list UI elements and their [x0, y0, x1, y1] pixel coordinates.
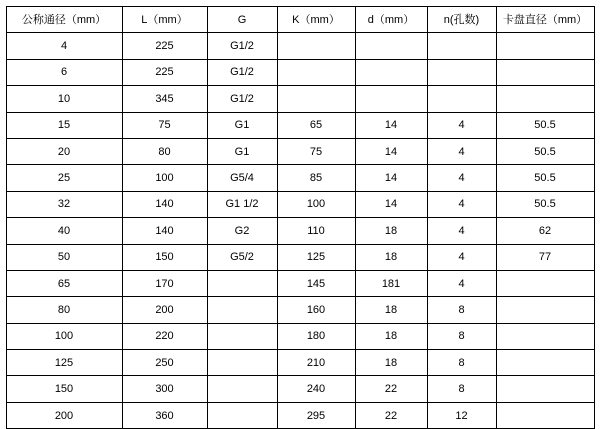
- table-row: [6, 323, 594, 349]
- column-header-flange-diameter: 卡盘直径（mm）: [496, 7, 594, 33]
- cell-nominal-diameter: 50: [6, 244, 122, 270]
- cell-nominal-diameter: 15: [6, 112, 122, 138]
- cell-flange-diameter: 50.5: [496, 138, 594, 164]
- table-row: [6, 270, 594, 296]
- cell-nominal-diameter: 6: [6, 59, 122, 85]
- cell-d: 22: [355, 402, 427, 428]
- cell-hole-count: 8: [427, 350, 496, 376]
- table-row: [6, 112, 594, 138]
- cell-flange-diameter: 77: [496, 244, 594, 270]
- cell-hole-count: [427, 33, 496, 59]
- cell-length: 225: [122, 33, 207, 59]
- cell-k: 160: [277, 297, 355, 323]
- cell-d: [355, 86, 427, 112]
- cell-flange-diameter: [496, 86, 594, 112]
- cell-d: 22: [355, 376, 427, 402]
- cell-flange-diameter: 62: [496, 218, 594, 244]
- table-header-row: [6, 7, 594, 33]
- cell-length: 100: [122, 165, 207, 191]
- cell-k: 180: [277, 323, 355, 349]
- cell-k: 295: [277, 402, 355, 428]
- cell-hole-count: 12: [427, 402, 496, 428]
- cell-d: 14: [355, 138, 427, 164]
- cell-k: 75: [277, 138, 355, 164]
- cell-thread: [207, 323, 277, 349]
- column-header-nominal-diameter: 公称通径（mm）: [6, 7, 122, 33]
- cell-flange-diameter: 50.5: [496, 165, 594, 191]
- cell-hole-count: 4: [427, 191, 496, 217]
- cell-flange-diameter: [496, 323, 594, 349]
- table-row: [6, 297, 594, 323]
- cell-k: 145: [277, 270, 355, 296]
- cell-hole-count: 4: [427, 218, 496, 244]
- cell-thread: G1: [207, 138, 277, 164]
- cell-hole-count: 4: [427, 165, 496, 191]
- column-header-d: d（mm）: [355, 7, 427, 33]
- cell-thread: [207, 350, 277, 376]
- cell-flange-diameter: 50.5: [496, 112, 594, 138]
- cell-thread: G1/2: [207, 86, 277, 112]
- cell-flange-diameter: [496, 33, 594, 59]
- cell-flange-diameter: 50.5: [496, 191, 594, 217]
- cell-d: 14: [355, 165, 427, 191]
- cell-hole-count: 8: [427, 297, 496, 323]
- table-row: [6, 350, 594, 376]
- cell-d: [355, 59, 427, 85]
- table-header: [6, 7, 594, 33]
- cell-flange-diameter: [496, 270, 594, 296]
- cell-hole-count: [427, 86, 496, 112]
- cell-nominal-diameter: 20: [6, 138, 122, 164]
- cell-k: 100: [277, 191, 355, 217]
- cell-nominal-diameter: 150: [6, 376, 122, 402]
- table-row: [6, 59, 594, 85]
- cell-nominal-diameter: 32: [6, 191, 122, 217]
- table-row: [6, 376, 594, 402]
- cell-k: [277, 33, 355, 59]
- cell-hole-count: 4: [427, 138, 496, 164]
- cell-length: 200: [122, 297, 207, 323]
- cell-k: [277, 59, 355, 85]
- cell-length: 150: [122, 244, 207, 270]
- cell-thread: G1/2: [207, 33, 277, 59]
- column-header-k: K（mm）: [277, 7, 355, 33]
- cell-nominal-diameter: 25: [6, 165, 122, 191]
- cell-nominal-diameter: 10: [6, 86, 122, 112]
- table-row: [6, 138, 594, 164]
- cell-d: 14: [355, 112, 427, 138]
- cell-d: [355, 33, 427, 59]
- cell-length: 140: [122, 218, 207, 244]
- cell-k: 110: [277, 218, 355, 244]
- cell-hole-count: 8: [427, 376, 496, 402]
- cell-nominal-diameter: 40: [6, 218, 122, 244]
- cell-flange-diameter: [496, 59, 594, 85]
- cell-length: 140: [122, 191, 207, 217]
- cell-d: 14: [355, 191, 427, 217]
- cell-thread: [207, 376, 277, 402]
- cell-k: 125: [277, 244, 355, 270]
- cell-k: 85: [277, 165, 355, 191]
- cell-thread: G1/2: [207, 59, 277, 85]
- specification-table: [6, 6, 595, 429]
- cell-length: 75: [122, 112, 207, 138]
- cell-d: 18: [355, 350, 427, 376]
- column-header-thread: G: [207, 7, 277, 33]
- column-header-length: L（mm）: [122, 7, 207, 33]
- cell-k: 240: [277, 376, 355, 402]
- cell-hole-count: 8: [427, 323, 496, 349]
- cell-flange-diameter: [496, 297, 594, 323]
- cell-length: 300: [122, 376, 207, 402]
- cell-hole-count: [427, 59, 496, 85]
- cell-thread: G1 1/2: [207, 191, 277, 217]
- cell-length: 170: [122, 270, 207, 296]
- cell-k: 65: [277, 112, 355, 138]
- cell-thread: G5/2: [207, 244, 277, 270]
- cell-hole-count: 4: [427, 112, 496, 138]
- cell-hole-count: 4: [427, 270, 496, 296]
- table-row: [6, 244, 594, 270]
- cell-nominal-diameter: 80: [6, 297, 122, 323]
- table-row: [6, 218, 594, 244]
- table-body: [6, 33, 594, 429]
- cell-nominal-diameter: 65: [6, 270, 122, 296]
- cell-d: 181: [355, 270, 427, 296]
- column-header-hole-count: n(孔数): [427, 7, 496, 33]
- table-row: [6, 402, 594, 428]
- cell-length: 220: [122, 323, 207, 349]
- cell-length: 345: [122, 86, 207, 112]
- cell-thread: G5/4: [207, 165, 277, 191]
- table-row: [6, 191, 594, 217]
- cell-nominal-diameter: 4: [6, 33, 122, 59]
- cell-d: 18: [355, 323, 427, 349]
- cell-k: [277, 86, 355, 112]
- cell-length: 225: [122, 59, 207, 85]
- cell-length: 80: [122, 138, 207, 164]
- cell-k: 210: [277, 350, 355, 376]
- cell-d: 18: [355, 244, 427, 270]
- cell-thread: G2: [207, 218, 277, 244]
- table-row: [6, 165, 594, 191]
- cell-flange-diameter: [496, 376, 594, 402]
- cell-thread: [207, 297, 277, 323]
- cell-length: 360: [122, 402, 207, 428]
- cell-flange-diameter: [496, 402, 594, 428]
- cell-flange-diameter: [496, 350, 594, 376]
- cell-d: 18: [355, 218, 427, 244]
- cell-thread: [207, 270, 277, 296]
- cell-nominal-diameter: 125: [6, 350, 122, 376]
- table-row: [6, 33, 594, 59]
- cell-hole-count: 4: [427, 244, 496, 270]
- cell-d: 18: [355, 297, 427, 323]
- cell-nominal-diameter: 200: [6, 402, 122, 428]
- cell-length: 250: [122, 350, 207, 376]
- cell-thread: [207, 402, 277, 428]
- table-row: [6, 86, 594, 112]
- cell-nominal-diameter: 100: [6, 323, 122, 349]
- cell-thread: G1: [207, 112, 277, 138]
